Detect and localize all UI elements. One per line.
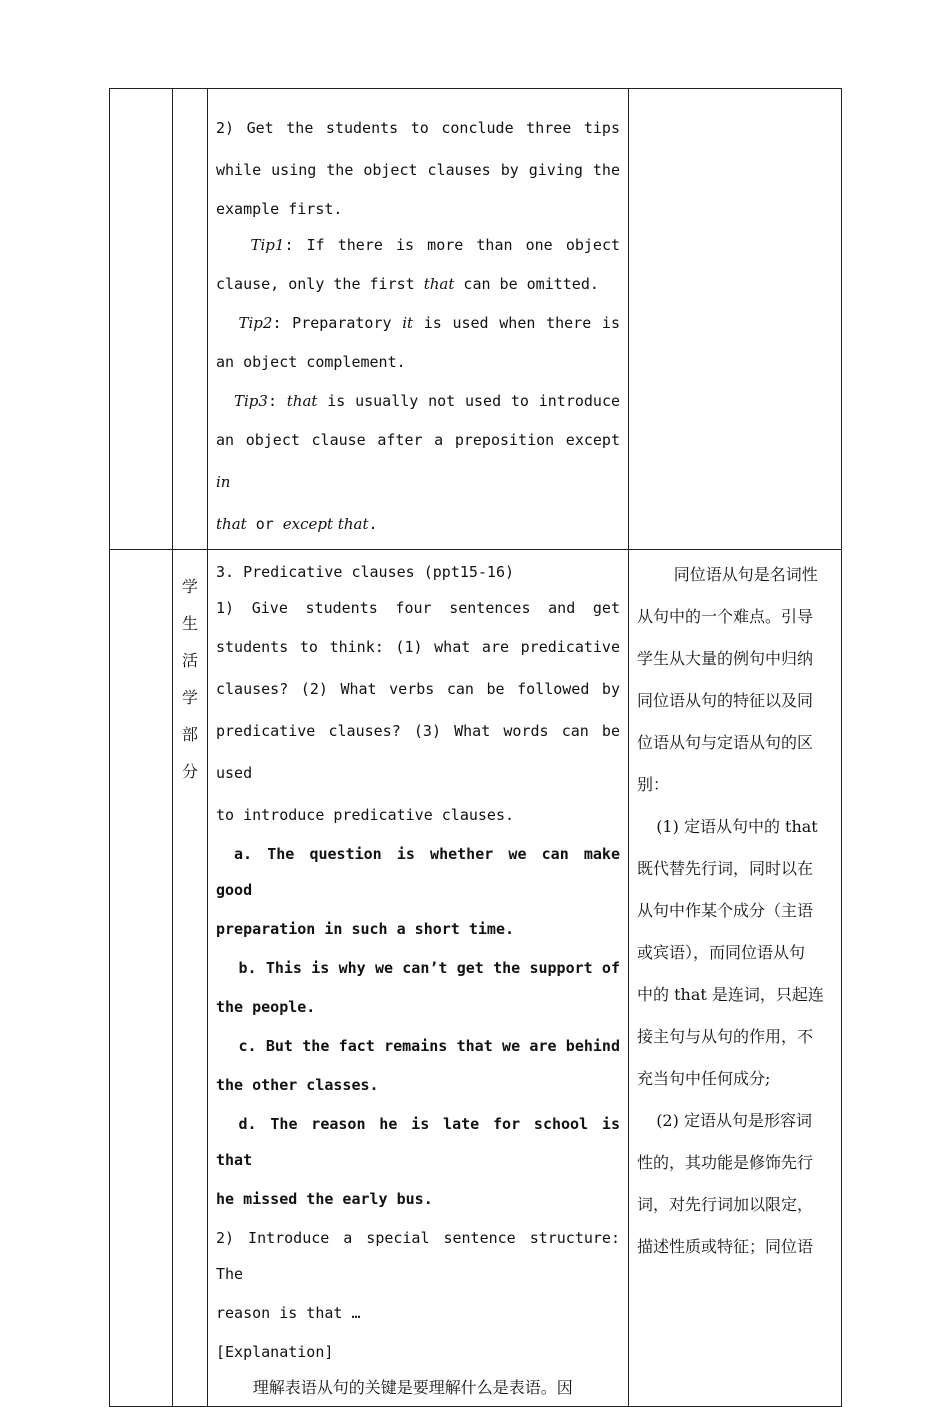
question-line: to introduce predicative clauses. (216, 806, 515, 824)
note-line: 别： (637, 775, 670, 794)
note-line: 性的，其功能是修饰先行 (637, 1153, 814, 1172)
note-line: 描述性质或特征；同位语 (637, 1237, 814, 1256)
example-sentence-c-cont: the other classes. (216, 1076, 379, 1094)
example-sentence-b: b. This is why we can’t get the support of (238, 959, 620, 977)
tip3-label: Tip3 (234, 392, 268, 410)
structure-line: reason is that … (216, 1304, 361, 1322)
tip2-line-1: Tip2: Preparatory it is used when there is (238, 314, 620, 332)
table-row (110, 550, 842, 1407)
note-line: 接主句与从句的作用，不 (637, 1027, 814, 1046)
example-sentence-c: c. But the fact remains that we are behind (238, 1037, 620, 1055)
tip-intro-line-2: while using the object clauses by giving the (216, 161, 620, 179)
tip2-line-2: an object complement. (216, 353, 406, 371)
notes-cell (629, 89, 842, 550)
question-line: predicative clauses? (3) What words can be used (216, 722, 620, 782)
tip3-line-1: Tip3: that is usually not used to introduce (234, 392, 621, 410)
note-line: 位语从句与定语从句的区 (637, 733, 814, 752)
note-line: 或宾语），而同位语从句 (637, 943, 806, 962)
tip1-label: Tip1 (250, 236, 285, 254)
section-label-cell (173, 550, 208, 1407)
tip1-line-2: clause, only the first that can be omitted. (216, 275, 599, 293)
example-sentence-d: d. The reason he is late for school is that (216, 1115, 620, 1169)
note-line: 从句中作某个成分（主语 (637, 901, 814, 920)
note-line: (1) 定语从句中的 that (656, 817, 818, 836)
explanation-text: 理解表语从句的关键是要理解什么是表语。因 (252, 1378, 573, 1397)
activity-cell (208, 550, 629, 1407)
tip3-line-3: that or except that. (216, 515, 378, 533)
note-line: 同位语从句是名词性 (673, 565, 818, 584)
example-sentence-b-cont: the people. (216, 998, 316, 1016)
note-line: 充当句中任何成分; (637, 1069, 771, 1088)
note-line: 从句中的一个难点。引导 (637, 607, 814, 626)
tip-intro-line-1: 2) Get the students to conclude three tips (216, 119, 620, 137)
question-line: 1) Give students four sentences and get (216, 599, 620, 617)
note-line: 同位语从句的特征以及同 (637, 691, 814, 710)
example-sentence-a: a. The question is whether we can make good (216, 845, 620, 899)
tip1-line-1: Tip1: If there is more than one object (250, 236, 620, 254)
note-line: 中的 that 是连词，只起连 (637, 985, 824, 1004)
note-line: 学生从大量的例句中归纳 (637, 649, 814, 668)
question-line: clauses? (2) What verbs can be followed by (216, 680, 620, 698)
section-label-cell (173, 89, 208, 550)
activity-cell (208, 89, 629, 550)
tip3-line-2: an object clause after a preposition except in (216, 431, 620, 491)
notes-cell (629, 550, 842, 1407)
stage-cell (110, 89, 173, 550)
lesson-plan-table (109, 88, 842, 1407)
example-sentence-d-cont: he missed the early bus. (216, 1190, 433, 1208)
section-label-vertical: 学 生 活 学 部 分 (181, 577, 198, 781)
tip2-label: Tip2 (238, 314, 273, 332)
question-line: students to think: (1) what are predicative (216, 638, 620, 656)
note-line: 词，对先行词加以限定， (637, 1195, 814, 1214)
table-row (110, 89, 842, 550)
explanation-label: [Explanation] (216, 1343, 334, 1361)
structure-line: 2) Introduce a special sentence structure: The (216, 1229, 620, 1283)
tip-intro-line-3: example first. (216, 200, 343, 218)
section-heading: 3. Predicative clauses (ppt15-16) (216, 563, 515, 581)
stage-cell (110, 550, 173, 1407)
note-line: 既代替先行词，同时以在 (637, 859, 814, 878)
note-line: (2) 定语从句是形容词 (656, 1111, 812, 1130)
example-sentence-a-cont: preparation in such a short time. (216, 920, 515, 938)
teaching-notes (629, 550, 841, 1268)
